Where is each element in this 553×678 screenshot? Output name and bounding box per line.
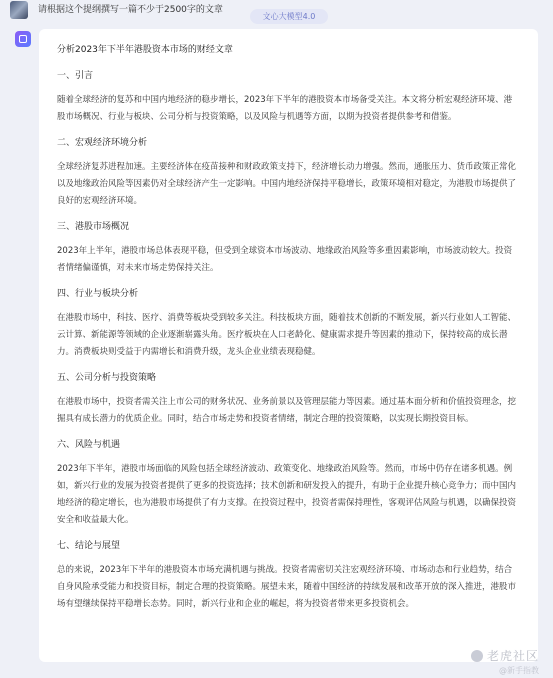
section-heading: 三、港股市场概况 — [57, 222, 130, 232]
section-heading: 七、结论与展望 — [57, 541, 121, 551]
model-badge: 文心大模型4.0 — [250, 9, 328, 24]
bot-avatar-icon — [15, 31, 31, 47]
section-body: 在港股市场中，科技、医疗、消费等板块受到较多关注。科技板块方面，随着技术创新的不断发展，新兴行业如人工智能、云计算、新能源等领域的企业逐渐崭露头角。医疗板块在人口老龄化、健康需求提升等因素的推动下，保持较高的成长潜力。消费板块则受益于内需增长和消费升级，龙头企业业绩表现稳健。 — [57, 313, 517, 357]
section-heading: 六、风险与机遇 — [57, 440, 121, 450]
section-heading: 二、宏观经济环境分析 — [57, 138, 148, 148]
section-body: 2023年下半年，港股市场面临的风险包括全球经济波动、政策变化、地缘政治风险等。然而，市场中仍存在诸多机遇。例如，新兴行业的发展为投资者提供了更多的投资选择；技术创新和研发投入的提升，有助于企业提升核心竞争力；而中国内地经济的稳定增长，也为港股市场提供了有力支撑。在投资过程中，投资者需保持理性，客观评估风险与机遇，以确保投资安全和收益最大化。 — [57, 464, 517, 525]
section-body: 在港股市场中，投资者需关注上市公司的财务状况、业务前景以及管理层能力等因素。通过基本面分析和价值投资理念，挖掘具有成长潜力的优质企业。同时，结合市场走势和投资者情绪，制定合理的投资策略，以实现长期投资目标。 — [57, 397, 517, 424]
section-body: 全球经济复苏进程加速。主要经济体在疫苗接种和财政政策支持下，经济增长动力增强。然而，通胀压力、货币政策正常化以及地缘政治风险等因素仍对全球经济产生一定影响。中国内地经济保持平稳增长，政策环境相对稳定，为港股市场提供了良好的宏观经济环境。 — [57, 162, 517, 206]
response-card — [39, 29, 538, 662]
watermark — [471, 647, 539, 664]
section-body: 总的来说，2023年下半年的港股资本市场充满机遇与挑战。投资者需密切关注宏观经济环境、市场动态和行业趋势，结合自身风险承受能力和投资目标，制定合理的投资策略。展望未来，随着中国经济的持续发展和改革开放的深入推进，港股市场有望继续保持平稳增长态势。同时，新兴行业和企业的崛起，将为投资者带来更多投资机会。 — [57, 565, 517, 609]
conversation-header — [0, 0, 553, 22]
user-prompt-text: 请根据这个提纲撰写一篇不少于2500字的文章 — [38, 5, 223, 15]
section-body: 2023年上半年，港股市场总体表现平稳，但受到全球资本市场波动、地缘政治风险等多重因素影响，市场波动较大。投资者情绪偏谨慎，对未来市场走势保持关注。 — [57, 246, 513, 273]
section-body: 随着全球经济的复苏和中国内地经济的稳步增长，2023年下半年的港股资本市场备受关注。本文将分析宏观经济环境、港股市场概况、行业与板块、公司分析与投资策略，以及风险与机遇等方面，以期为投资者提供参考和借鉴。 — [57, 95, 513, 122]
section-heading: 四、行业与板块分析 — [57, 289, 139, 299]
article — [57, 43, 520, 623]
user-avatar — [10, 1, 28, 19]
paw-icon — [471, 650, 483, 662]
watermark-text: 老虎社区 — [486, 649, 539, 663]
watermark-attribution: @新手指教 — [499, 666, 539, 675]
article-title: 分析2023年下半年港股资本市场的财经文章 — [57, 45, 233, 55]
section-heading: 五、公司分析与投资策略 — [57, 373, 157, 383]
section-heading: 一、引言 — [57, 71, 94, 81]
